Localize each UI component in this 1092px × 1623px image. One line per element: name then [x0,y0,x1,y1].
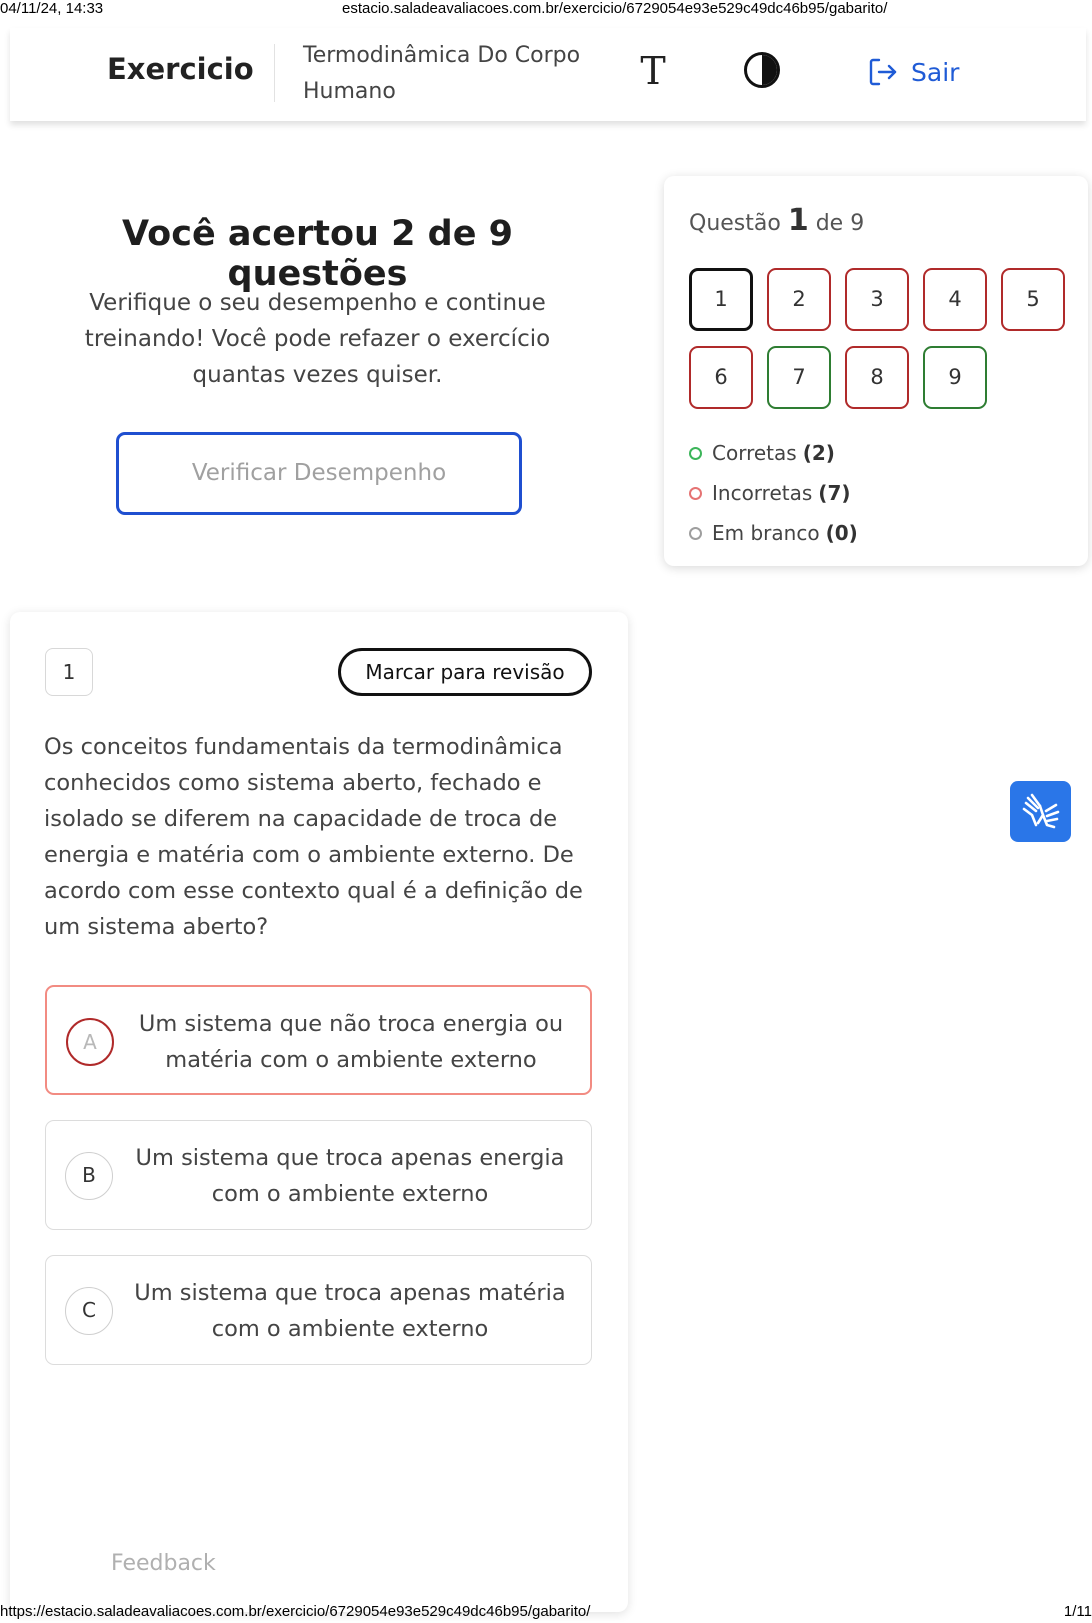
question-button-5[interactable]: 5 [1001,268,1065,331]
verify-performance-button[interactable]: Verificar Desempenho [116,432,522,515]
print-url: estacio.saladeavaliacoes.com.br/exercicio/6729054e93e529c49dc46b95/gabarito/ [342,0,888,17]
option-text: Um sistema que troca apenas matéria com o ambiente externo [134,1280,566,1342]
sign-language-icon [1010,781,1071,842]
option-text: Um sistema que não troca energia ou matéria com o ambiente externo [138,1011,564,1073]
course-title-line-2: Humano [303,79,396,104]
navigator-current: 1 [787,203,809,238]
brand-title: Exercicio [107,52,254,86]
question-card [10,612,628,1612]
option-text: Um sistema que troca apenas energia com o ambiente externo [135,1145,565,1207]
logout-button[interactable] [867,52,959,92]
print-footer-url: https://estacio.saladeavaliacoes.com.br/exercicio/6729054e93e529c49dc46b95/gabarito/ [0,1603,591,1620]
header-divider [274,44,275,102]
question-button-2[interactable]: 2 [767,268,831,331]
course-title-line-1: Termodinâmica Do Corpo [303,43,581,68]
legend-correct-count: (2) [802,441,835,465]
question-button-7[interactable]: 7 [767,346,831,409]
option-letter: C [65,1287,113,1335]
option-letter: B [65,1152,113,1200]
legend-blank [689,513,858,553]
option-c[interactable] [45,1255,592,1365]
question-button-3[interactable]: 3 [845,268,909,331]
question-button-6[interactable]: 6 [689,346,753,409]
course-title [303,38,603,110]
legend-correct [689,433,858,473]
option-a[interactable] [45,985,592,1095]
result-title: Você acertou 2 de 9 questões [122,214,513,294]
question-button-8[interactable]: 8 [845,346,909,409]
contrast-icon[interactable] [744,52,780,88]
legend-incorrect-label: Incorretas [712,481,813,505]
print-footer [0,1603,1092,1623]
legend-blank-count: (0) [825,521,858,545]
result-subtitle: Verifique o seu desempenho e continue treinando! Você pode refazer o exercício quantas vezes quiser. [84,290,551,388]
question-navigator [664,176,1088,566]
legend-incorrect-count: (7) [818,481,851,505]
option-b[interactable] [45,1120,592,1230]
question-text: Os conceitos fundamentais da termodinâmica conhecidos como sistema aberto, fechado e isolado se diferem na capacidade de troca de energia e matéria com o ambiente externo. De acordo com esse contexto qual é a definição de um sistema aberto? [44,734,583,940]
navigator-total: de 9 [815,211,865,236]
incorrect-dot-icon [689,487,702,500]
sign-language-button[interactable] [1010,781,1071,842]
legend-correct-label: Corretas [712,441,797,465]
logout-icon [867,56,899,88]
question-number: 1 [45,648,93,696]
navigator-header [689,203,864,238]
logout-label: Sair [911,57,960,87]
question-button-9[interactable]: 9 [923,346,987,409]
question-button-1[interactable]: 1 [689,268,753,331]
blank-dot-icon [689,527,702,540]
print-datetime: 04/11/24, 14:33 [0,0,104,17]
font-size-icon[interactable]: T [640,49,666,93]
navigator-label: Questão [689,211,781,236]
mark-for-review-button[interactable]: Marcar para revisão [338,648,592,696]
option-letter: A [66,1018,114,1066]
print-header [0,0,1092,18]
top-navbar [10,28,1086,121]
navigator-legend [689,433,858,553]
feedback-label: Feedback [111,1551,216,1576]
legend-incorrect [689,473,858,513]
correct-dot-icon [689,447,702,460]
legend-blank-label: Em branco [712,521,820,545]
print-page-number: 1/11 [1063,1603,1092,1620]
question-button-4[interactable]: 4 [923,268,987,331]
